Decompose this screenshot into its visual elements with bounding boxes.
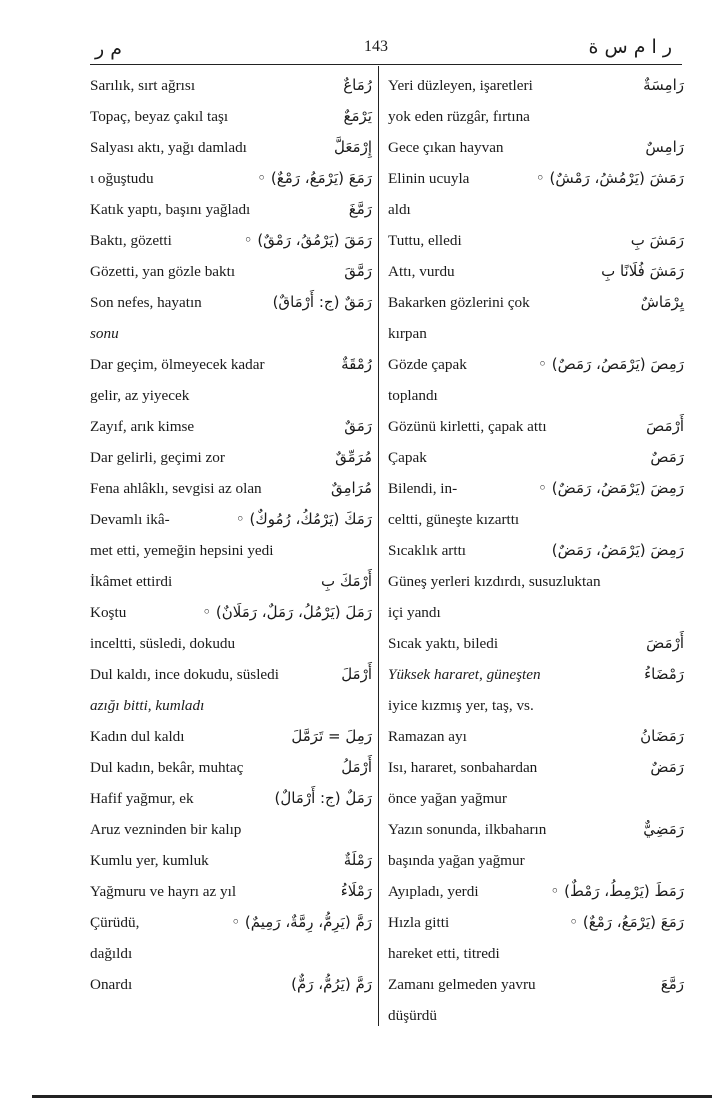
entry-arabic-headword: رَمَّ (يَرُمُّ، رَمٌّ) bbox=[291, 975, 372, 993]
entry-turkish-text: Dul kadın, bekâr, muhtaç bbox=[90, 759, 244, 776]
entry-turkish-text: Gece çıkan hayvan bbox=[388, 139, 504, 156]
entry-arabic-headword: رَمَضٌ bbox=[650, 758, 684, 776]
dictionary-entry bbox=[388, 659, 684, 690]
dictionary-entry bbox=[388, 318, 684, 349]
dictionary-entry bbox=[90, 256, 372, 287]
dictionary-entry bbox=[388, 845, 684, 876]
dictionary-entry bbox=[90, 783, 372, 814]
entry-turkish-text: Çürüdü, bbox=[90, 914, 140, 931]
dictionary-entry bbox=[388, 814, 684, 845]
entry-turkish-text: Gözünü kirletti, çapak attı bbox=[388, 418, 547, 435]
entry-turkish-text: inceltti, süsledi, dokudu bbox=[90, 635, 236, 652]
entry-turkish-text: Elinin ucuyla bbox=[388, 170, 470, 187]
dictionary-entry bbox=[90, 70, 372, 101]
entry-arabic-headword: رَامِسَةٌ bbox=[643, 76, 684, 94]
dictionary-entry bbox=[388, 504, 684, 535]
entry-turkish-text: toplandı bbox=[388, 387, 438, 404]
entry-turkish-text: hareket etti, titredi bbox=[388, 945, 500, 962]
entry-turkish-text: Aruz vezninden bir kalıp bbox=[90, 821, 242, 838]
entry-arabic-headword: رَمَقَ (يَرْمُقُ، رَمْقٌ) ◦ bbox=[243, 231, 372, 249]
entry-arabic-headword: أَرْمَصَ bbox=[646, 417, 684, 435]
dictionary-entry bbox=[90, 411, 372, 442]
page-number: 143 bbox=[364, 38, 388, 55]
entry-turkish-text: yok eden rüzgâr, fırtına bbox=[388, 108, 530, 125]
dictionary-entry bbox=[90, 163, 372, 194]
entry-arabic-headword: رَمْلَاءُ bbox=[340, 882, 372, 900]
entry-arabic-headword: رَمَلَ (يَرْمُلُ، رَمَلٌ، رَمَلَانٌ) ◦ bbox=[202, 603, 372, 621]
entry-arabic-headword: رَمِصَ (يَرْمَصُ، رَمَصٌ) ◦ bbox=[538, 355, 684, 373]
dictionary-entry bbox=[388, 690, 684, 721]
dictionary-entry bbox=[388, 287, 684, 318]
dictionary-entry bbox=[90, 349, 372, 380]
dictionary-entry bbox=[388, 70, 684, 101]
dictionary-entry bbox=[90, 132, 372, 163]
dictionary-entry bbox=[388, 628, 684, 659]
entry-arabic-headword: أَرْمَلَ bbox=[341, 665, 372, 683]
entry-turkish-text: kırpan bbox=[388, 325, 427, 342]
dictionary-entry bbox=[90, 318, 372, 349]
entry-arabic-headword: رَمَشَ فُلَانًا بِ bbox=[601, 262, 684, 280]
entry-turkish-text: Yüksek hararet, güneşten bbox=[388, 666, 541, 683]
entry-turkish-text: Sıcaklık arttı bbox=[388, 542, 467, 559]
entry-turkish-text: Isı, hararet, sonbahardan bbox=[388, 759, 538, 776]
entry-arabic-headword: رَمِضَ (يَرْمَضُ، رَمَضٌ) bbox=[551, 541, 684, 559]
dictionary-entry bbox=[388, 1000, 684, 1031]
entry-turkish-text: Salyası aktı, yağı damladı bbox=[90, 139, 247, 156]
dictionary-entry bbox=[388, 566, 684, 597]
entry-arabic-headword: مُرَمِّقٌ bbox=[335, 448, 372, 466]
entry-arabic-headword: رَامِسٌ bbox=[645, 138, 684, 156]
entry-arabic-headword: رَمِضَ (يَرْمَضُ، رَمَضٌ) ◦ bbox=[538, 479, 684, 497]
column-divider bbox=[378, 66, 379, 1026]
entry-turkish-text: düşürdü bbox=[388, 1007, 437, 1024]
entry-arabic-headword: رَمَلٌ (ج: أَرْمَالٌ) bbox=[274, 789, 372, 807]
entry-turkish-text: Katık yaptı, başını yağladı bbox=[90, 201, 251, 218]
entry-turkish-text: Baktı, gözetti bbox=[90, 232, 172, 249]
entry-turkish-text: Bilendi, in- bbox=[388, 480, 458, 497]
entry-arabic-headword: رَمَطَ (يَرْمِطُ، رَمْطٌ) ◦ bbox=[550, 882, 684, 900]
entry-arabic-headword: رُمْقَةٌ bbox=[341, 355, 372, 373]
entry-turkish-text: Güneş yerleri kızdırdı, susuzluktan bbox=[388, 573, 601, 590]
entry-turkish-text: Sıcak yaktı, biledi bbox=[388, 635, 499, 652]
entry-turkish-text: Hızla gitti bbox=[388, 914, 450, 931]
entry-turkish-text: Zayıf, arık kimse bbox=[90, 418, 195, 435]
dictionary-entry bbox=[388, 101, 684, 132]
entry-arabic-headword: إِرْمَعَلَّ bbox=[333, 138, 372, 156]
entry-turkish-text: Ramazan ayı bbox=[388, 728, 467, 745]
entry-turkish-text: Dar gelirli, geçimi zor bbox=[90, 449, 225, 466]
dictionary-entry bbox=[388, 163, 684, 194]
entry-turkish-text: Zamanı gelmeden yavru bbox=[388, 976, 536, 993]
bottom-rule bbox=[32, 1095, 712, 1098]
entry-turkish-text: Koştu bbox=[90, 604, 127, 621]
entry-turkish-text: dağıldı bbox=[90, 945, 133, 962]
dictionary-entry bbox=[90, 597, 372, 628]
dictionary-entry bbox=[388, 938, 684, 969]
entry-turkish-text: iyice kızmış yer, taş, vs. bbox=[388, 697, 534, 714]
entry-arabic-headword: رَمَقٌ bbox=[344, 417, 372, 435]
entry-arabic-headword: يِرْمَاشٌ bbox=[640, 293, 684, 311]
entry-arabic-headword: رَمْضَاءُ bbox=[644, 665, 684, 683]
entry-turkish-text: azığı bitti, kumladı bbox=[90, 697, 205, 714]
entry-arabic-headword: رَمَّقَ bbox=[344, 262, 372, 280]
dictionary-entry bbox=[388, 907, 684, 938]
entry-turkish-text: Fena ahlâklı, sevgisi az olan bbox=[90, 480, 262, 497]
entry-arabic-headword: أَرْمَكَ بِ bbox=[321, 572, 372, 590]
dictionary-entry bbox=[90, 907, 372, 938]
entry-turkish-text: Yazın sonunda, ilkbaharın bbox=[388, 821, 547, 838]
dictionary-entry bbox=[90, 225, 372, 256]
entry-arabic-headword: رَمَّعَ bbox=[660, 975, 684, 993]
entry-arabic-headword: رَمَصٌ bbox=[650, 448, 684, 466]
header-rule bbox=[90, 64, 682, 65]
entry-arabic-headword: رُمَاعٌ bbox=[343, 76, 372, 94]
dictionary-entry bbox=[388, 380, 684, 411]
left-column bbox=[90, 70, 372, 1000]
entry-arabic-headword: رَمَضَانُ bbox=[640, 727, 684, 745]
entry-turkish-text: Ayıpladı, yerdi bbox=[388, 883, 479, 900]
dictionary-entry bbox=[388, 535, 684, 566]
entry-arabic-headword: رَمَضِيٌّ bbox=[643, 820, 684, 838]
dictionary-entry bbox=[90, 535, 372, 566]
entry-arabic-headword: رَمَعَ (يَرْمَعُ، رَمْعٌ) ◦ bbox=[257, 169, 372, 187]
right-column bbox=[388, 70, 684, 1031]
entry-turkish-text: Son nefes, hayatın bbox=[90, 294, 202, 311]
header-left-letters: م ر bbox=[95, 38, 122, 60]
entry-turkish-text: ι oğuştudu bbox=[90, 170, 154, 187]
entry-turkish-text: Attı, vurdu bbox=[388, 263, 455, 280]
dictionary-entry bbox=[388, 442, 684, 473]
dictionary-entry bbox=[388, 349, 684, 380]
dictionary-entry bbox=[90, 938, 372, 969]
dictionary-entry bbox=[90, 721, 372, 752]
entry-arabic-headword: رَمِلَ = تَرَمَّلَ bbox=[291, 727, 372, 745]
dictionary-entry bbox=[90, 566, 372, 597]
entry-arabic-headword: رَمَشَ بِ bbox=[630, 231, 684, 249]
dictionary-entry bbox=[90, 194, 372, 225]
entry-arabic-headword: يَرْمَعٌ bbox=[343, 107, 372, 125]
entry-turkish-text: Devamlı ikâ- bbox=[90, 511, 170, 528]
dictionary-entry bbox=[388, 721, 684, 752]
dictionary-entry bbox=[90, 473, 372, 504]
entry-arabic-headword: رَمَقٌ (ج: أَرْمَاقٌ) bbox=[272, 293, 372, 311]
entry-arabic-headword: رَمَعَ (يَرْمَعُ، رَمْعٌ) ◦ bbox=[569, 913, 684, 931]
dictionary-entry bbox=[90, 659, 372, 690]
entry-turkish-text: önce yağan yağmur bbox=[388, 790, 507, 807]
dictionary-entry bbox=[388, 411, 684, 442]
entry-turkish-text: Hafif yağmur, ek bbox=[90, 790, 194, 807]
dictionary-entry bbox=[90, 814, 372, 845]
entry-turkish-text: celtti, güneşte kızarttı bbox=[388, 511, 520, 528]
entry-turkish-text: gelir, az yiyecek bbox=[90, 387, 190, 404]
entry-turkish-text: Dar geçim, ölmeyecek kadar bbox=[90, 356, 265, 373]
entry-arabic-headword: رَمَّغَ bbox=[348, 200, 372, 218]
dictionary-entry bbox=[90, 690, 372, 721]
entry-arabic-headword: رَمْلَةٌ bbox=[343, 851, 372, 869]
dictionary-entry bbox=[388, 752, 684, 783]
entry-turkish-text: Kadın dul kaldı bbox=[90, 728, 185, 745]
entry-arabic-headword: رَمَكَ (يَرْمُكُ، رُمُوكٌ) ◦ bbox=[235, 510, 372, 528]
entry-turkish-text: Onardı bbox=[90, 976, 133, 993]
entry-turkish-text: Gözde çapak bbox=[388, 356, 467, 373]
dictionary-entry bbox=[90, 628, 372, 659]
entry-arabic-headword: أَرْمَلُ bbox=[341, 758, 372, 776]
entry-turkish-text: aldı bbox=[388, 201, 411, 218]
dictionary-entry bbox=[388, 969, 684, 1000]
entry-turkish-text: Kumlu yer, kumluk bbox=[90, 852, 209, 869]
dictionary-entry bbox=[90, 287, 372, 318]
entry-turkish-text: Sarılık, sırt ağrısı bbox=[90, 77, 196, 94]
page-header bbox=[0, 36, 724, 64]
entry-turkish-text: başında yağan yağmur bbox=[388, 852, 525, 869]
dictionary-entry bbox=[388, 783, 684, 814]
dictionary-entry bbox=[388, 473, 684, 504]
entry-arabic-headword: أَرْمَضَ bbox=[646, 634, 684, 652]
dictionary-entry bbox=[388, 597, 684, 628]
entry-turkish-text: Dul kaldı, ince dokudu, süsledi bbox=[90, 666, 279, 683]
dictionary-entry bbox=[388, 256, 684, 287]
entry-turkish-text: sonu bbox=[90, 325, 119, 342]
dictionary-entry bbox=[90, 845, 372, 876]
dictionary-entry bbox=[90, 504, 372, 535]
entry-turkish-text: Topaç, beyaz çakıl taşı bbox=[90, 108, 229, 125]
dictionary-entry bbox=[388, 194, 684, 225]
entry-turkish-text: Yeri düzleyen, işaretleri bbox=[388, 77, 533, 94]
dictionary-entry bbox=[90, 752, 372, 783]
entry-turkish-text: met etti, yemeğin hepsini yedi bbox=[90, 542, 274, 559]
dictionary-entry bbox=[90, 101, 372, 132]
entry-turkish-text: Çapak bbox=[388, 449, 427, 466]
dictionary-entry bbox=[388, 132, 684, 163]
dictionary-entry bbox=[90, 876, 372, 907]
entry-turkish-text: içi yandı bbox=[388, 604, 441, 621]
entry-turkish-text: İkâmet ettirdi bbox=[90, 573, 173, 590]
dictionary-entry bbox=[90, 442, 372, 473]
dictionary-entry bbox=[388, 225, 684, 256]
entry-turkish-text: Tuttu, elledi bbox=[388, 232, 462, 249]
dictionary-entry bbox=[388, 876, 684, 907]
entry-arabic-headword: مُرَامِقٌ bbox=[330, 479, 372, 497]
entry-turkish-text: Gözetti, yan gözle baktı bbox=[90, 263, 236, 280]
entry-turkish-text: Yağmuru ve hayrı az yıl bbox=[90, 883, 237, 900]
entry-arabic-headword: رَمَشَ (يَرْمُشُ، رَمْشٌ) ◦ bbox=[535, 169, 684, 187]
dictionary-entry bbox=[90, 969, 372, 1000]
entry-arabic-headword: رَمَّ (يَرِمُّ، رِمَّةٌ، رَمِيمٌ) ◦ bbox=[231, 913, 372, 931]
entry-turkish-text: Bakarken gözlerini çok bbox=[388, 294, 530, 311]
dictionary-entry bbox=[90, 380, 372, 411]
header-right-letters: ر ا م س ة bbox=[588, 36, 672, 58]
